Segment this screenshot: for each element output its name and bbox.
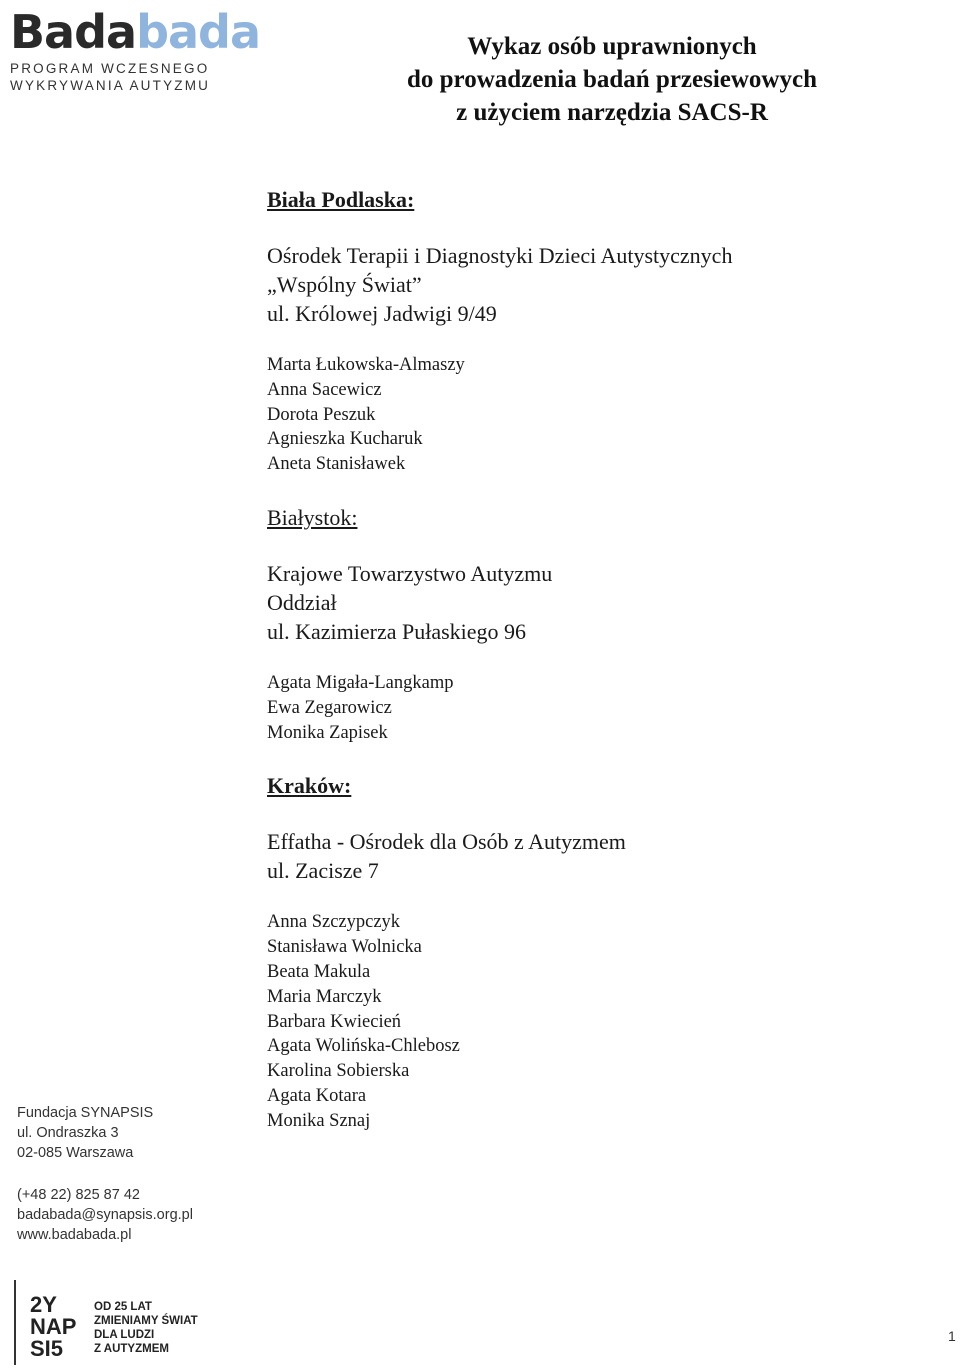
title-line: z użyciem narzędzia SACS-R xyxy=(456,99,768,126)
city-heading: Kraków: xyxy=(267,773,352,799)
footer-website: www.badabada.pl xyxy=(17,1227,132,1243)
synapsis-tagline-line: DLA LUDZI xyxy=(94,1329,155,1341)
person-name: Stanisława Wolnicka xyxy=(267,937,422,958)
person-name: Monika Sznaj xyxy=(267,1110,371,1131)
institution-line: Krajowe Towarzystwo Autyzmu xyxy=(267,560,553,586)
logo-subtitle-line1: PROGRAM WCZESNEGO xyxy=(10,61,210,76)
people-list xyxy=(267,910,927,1133)
synapsis-tagline-line: OD 25 LAT xyxy=(94,1301,152,1313)
people-list xyxy=(267,671,927,745)
institution-block xyxy=(267,827,927,885)
footer-org-name: Fundacja SYNAPSIS xyxy=(17,1105,154,1121)
title-line: Wykaz osób uprawnionych xyxy=(467,33,757,60)
page-number: 1 xyxy=(948,1328,956,1344)
footer-city: 02-085 Warszawa xyxy=(17,1145,134,1161)
city-heading: Biała Podlaska: xyxy=(267,187,415,212)
badabada-logo xyxy=(10,4,261,94)
institution-line: Effatha - Ośrodek dla Osób z Autyzmem xyxy=(267,829,626,855)
institution-block xyxy=(267,241,927,328)
institution-line: Ośrodek Terapii i Diagnostyki Dzieci Autystycznych xyxy=(267,243,733,268)
person-name: Anna Sacewicz xyxy=(267,379,382,400)
people-list xyxy=(267,353,927,477)
person-name: Beata Makula xyxy=(267,961,371,982)
institution-line: ul. Kazimierza Pułaskiego 96 xyxy=(267,618,527,644)
logo-wordmark-dark: Bada xyxy=(10,5,137,59)
person-name: Agata Migała-Langkamp xyxy=(267,672,454,693)
title-line: do prowadzenia badań przesiewowych xyxy=(407,66,817,93)
person-name: Karolina Sobierska xyxy=(267,1061,410,1082)
person-name: Maria Marczyk xyxy=(267,986,382,1007)
person-name: Ewa Zegarowicz xyxy=(267,697,392,718)
person-name: Aneta Stanisławek xyxy=(267,454,406,475)
institution-line: Oddział xyxy=(267,589,337,615)
person-name: Marta Łukowska-Almaszy xyxy=(267,355,465,375)
synapsis-tagline xyxy=(94,1300,198,1356)
logo-wordmark-light: bada xyxy=(136,5,261,59)
synapsis-mark xyxy=(14,1280,96,1365)
synapsis-mark-line: NAP xyxy=(30,1314,77,1339)
synapsis-mark-line: SI5 xyxy=(30,1336,64,1361)
locations-list xyxy=(267,185,927,1134)
synapsis-mark-line: 2Y xyxy=(30,1292,57,1317)
synapsis-tagline-line: ZMIENIAMY ŚWIAT xyxy=(94,1315,198,1327)
person-name: Agata Wolińska-Chlebosz xyxy=(267,1036,460,1057)
person-name: Dorota Peszuk xyxy=(267,404,376,425)
institution-line: ul. Królowej Jadwigi 9/49 xyxy=(267,301,497,326)
person-name: Monika Zapisek xyxy=(267,722,388,743)
institution-line: „Wspólny Świat” xyxy=(267,272,422,297)
institution-line: ul. Zacisze 7 xyxy=(267,858,379,884)
footer-email: badabada@synapsis.org.pl xyxy=(17,1207,193,1223)
location-section xyxy=(267,503,927,745)
footer-contact xyxy=(17,1103,193,1245)
person-name: Agata Kotara xyxy=(267,1085,367,1106)
person-name: Anna Szczypczyk xyxy=(267,912,401,933)
logo-wordmark xyxy=(10,4,261,60)
footer-street: ul. Ondraszka 3 xyxy=(17,1125,119,1141)
footer-phone: (+48 22) 825 87 42 xyxy=(17,1187,140,1203)
person-name: Barbara Kwiecień xyxy=(267,1011,402,1032)
document-title xyxy=(360,30,864,129)
location-section xyxy=(267,771,927,1133)
synapsis-tagline-line: Z AUTYZMEM xyxy=(94,1343,169,1355)
person-name: Agnieszka Kucharuk xyxy=(267,429,423,450)
institution-block xyxy=(267,559,927,646)
city-heading: Białystok: xyxy=(267,504,358,530)
synapsis-logo xyxy=(14,1280,214,1365)
location-section xyxy=(267,185,927,477)
logo-subtitle-line2: WYKRYWANIA AUTYZMU xyxy=(10,78,211,93)
